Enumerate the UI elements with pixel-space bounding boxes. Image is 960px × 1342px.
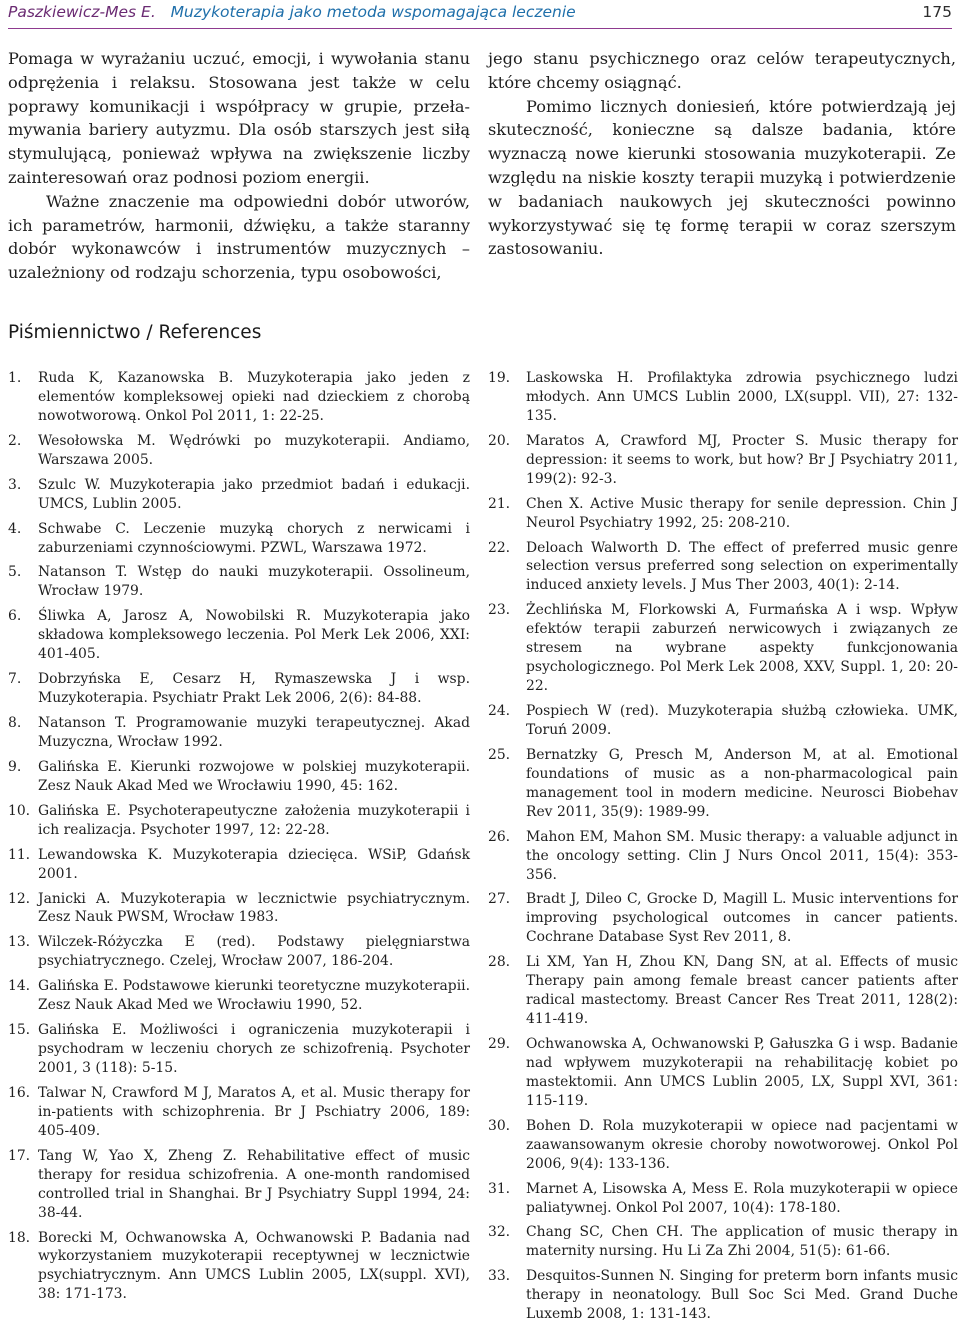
reference-item: [8, 476, 470, 514]
reference-item: [8, 1229, 470, 1305]
reference-item: [8, 563, 470, 601]
reference-text: Janicki A. Muzykoterapia w lecznictwie psychiatrycznym. Zesz Nauk PWSM, Wrocław 1983.: [38, 890, 470, 926]
reference-text: Galińska E. Kierunki rozwojowe w polskiej muzykoterapii. Zesz Nauk Akad Med we Wrocławiu 1990, 45: 162.: [38, 758, 470, 794]
reference-number: 26.: [488, 828, 511, 845]
references-heading: Piśmiennictwo / References: [8, 322, 262, 343]
reference-text: Desquitos-Sunnen N. Singing for preterm born infants music therapy in neonatology. Bull Soc Sci Med. Grand Duche Luxemb 2008, 1: 131-143.: [526, 1268, 958, 1323]
reference-number: 12.: [8, 890, 31, 907]
reference-item: [488, 828, 958, 885]
reference-number: 31.: [488, 1180, 511, 1197]
references-list-left: [8, 369, 470, 1310]
reference-text: Marnet A, Lisowska A, Mess E. Rola muzykoterapii w opiece paliatywnej. Onkol Pol 2007, 10(4): 178-180.: [526, 1180, 958, 1216]
reference-number: 3.: [8, 476, 22, 493]
running-title: [8, 3, 576, 21]
reference-item: [8, 890, 470, 928]
reference-item: [8, 714, 470, 752]
reference-text: Lewandowska K. Muzykoterapia dziecięca. WSiP, Gdańsk 2001.: [38, 846, 470, 882]
reference-number: 27.: [488, 891, 511, 908]
reference-item: [488, 890, 958, 947]
reference-text: Śliwka A, Jarosz A, Nowobilski R. Muzykoterapia jako składowa kompleksowego leczenia. Pol Merk Lek 2006, XXI: 401-405.: [38, 608, 470, 663]
reference-item: [488, 1267, 958, 1324]
reference-item: [8, 369, 470, 426]
reference-text: Bohen D. Rola muzykoterapii w opiece nad pacjentami w zaawansowanym okresie choroby nowotworowej. Onkol Pol 2006, 9(4): 133-136.: [526, 1117, 958, 1172]
reference-text: Chang SC, Chen CH. The application of music therapy in maternity nursing. Hu Li Za Zhi 2004, 51(5): 61-66.: [526, 1224, 958, 1260]
reference-number: 2.: [8, 432, 22, 449]
reference-item: [8, 977, 470, 1015]
running-header: [8, 0, 952, 28]
reference-text: Schwabe C. Leczenie muzyką chorych z nerwicami i zaburzeniami czynnościowymi. PZWL, Warszawa 1972.: [38, 520, 470, 556]
reference-text: Wesołowska M. Wędrówki po muzykoterapii. Andiamo, Warszawa 2005.: [38, 432, 470, 468]
reference-number: 21.: [488, 495, 511, 512]
reference-text: Szulc W. Muzykoterapia jako przedmiot badań i edukacji. UMCS, Lublin 2005.: [38, 476, 470, 512]
reference-number: 9.: [8, 758, 22, 775]
reference-item: [488, 702, 958, 740]
reference-number: 17.: [8, 1147, 31, 1164]
body-paragraph: Ważne znaczenie ma odpowiedni dobór utworów, ich parametrów, harmonii, dźwięku, a także staranny dobór wykonawców i instrumentów muzycznych – uzależniony od rodzaju schorzenia, typu osobowości,: [8, 191, 470, 283]
header-rule: [8, 28, 952, 29]
reference-text: Bernatzky G, Presch M, Anderson M, at al. Emotional foundations of music as a non-pharmacological pain management tool in modern medicine. Neurosci Biobehav Rev 2011, 35(9): 1989-99.: [526, 746, 958, 820]
reference-item: [488, 495, 958, 533]
reference-text: Wilczek-Różyczka E (red). Podstawy pielęgniarstwa psychiatrycznego. Czelej, Wrocław 2007, 186-204.: [38, 934, 470, 970]
references-list-right: [488, 369, 958, 1330]
reference-number: 32.: [488, 1224, 511, 1241]
reference-text: Mahon EM, Mahon SM. Music therapy: a valuable adjunct in the oncology setting. Clin J Nurs Oncol 2011, 15(4): 353-356.: [526, 828, 958, 883]
reference-number: 7.: [8, 671, 22, 688]
page-number: 175: [922, 3, 952, 21]
reference-text: Żechlińska M, Florkowski A, Furmańska A i wsp. Wpływ efektów terapii zaburzeń nerwicowych i związanych ze stresem na wybrane aspekty funkcjonowania psychologicznego. Pol Merk Lek 2008, XXV, Suppl. 1, 20: 20-22.: [526, 602, 958, 695]
reference-item: [8, 758, 470, 796]
body-paragraph: Pomaga w wyrażaniu uczuć, emocji, i wywołania stanu odprężenia i relaksu. Stosowana jest także w celu poprawy komunikacji i współpracy w grupie, przełamywania bariery autyzmu. Dla osób starszych jest siłą stymulującą, ponieważ wpływa na zwiększenie liczby zainteresowań oraz podnosi poziom energii.: [8, 49, 470, 187]
body-column-right: [488, 47, 956, 261]
reference-item: [488, 1180, 958, 1218]
reference-item: [8, 846, 470, 884]
reference-text: Ochwanowska A, Ochwanowski P, Gałuszka G i wsp. Badanie nad wpływem muzykoterapii na rehabilitację kobiet po mastektomii. Ann UMCS Lublin 2005, LX, Suppl XVI, 361: 115-119.: [526, 1036, 958, 1109]
reference-text: Pospiech W (red). Muzykoterapia służbą człowieka. UMK, Toruń 2009.: [526, 703, 958, 738]
reference-text: Tang W, Yao X, Zheng Z. Rehabilitative effect of music therapy for residua schizofrenia. A one-month randomised controlled trial in Shanghai. Br J Psychiatry Suppl 1994, 24: 38-44.: [38, 1147, 470, 1221]
reference-item: [8, 1084, 470, 1141]
reference-text: Natanson T. Programowanie muzyki terapeutycznej. Akad Muzyczna, Wrocław 1992.: [38, 715, 470, 750]
body-paragraph: Pomimo licznych doniesień, które potwierdzają jej skuteczność, konieczne są dalsze badania, które wyznaczą nowe kierunki stosowania muzykoterapii. Ze względu na niskie koszty terapii muzyką i potwierdzenie w badaniach naukowych jej skuteczności powinno wykorzystywać się tę formę terapii w coraz szerszym zastosowaniu.: [488, 96, 956, 259]
reference-text: Borecki M, Ochwanowska A, Ochwanowski P. Badania nad wykorzystaniem muzykoterapii receptywnej w lecznictwie psychiatrycznym. Ann UMCS Lublin 2005, LX(suppl. XVI), 38: 171-173.: [38, 1229, 470, 1303]
reference-number: 30.: [488, 1117, 511, 1134]
reference-number: 24.: [488, 703, 511, 719]
reference-number: 15.: [8, 1022, 31, 1039]
reference-item: [488, 1223, 958, 1261]
reference-item: [488, 539, 958, 596]
reference-number: 4.: [8, 520, 22, 537]
reference-number: 33.: [488, 1268, 511, 1285]
reference-item: [8, 607, 470, 664]
reference-number: 16.: [8, 1084, 31, 1101]
header-authors: Paszkiewicz-Mes E.: [8, 3, 156, 21]
reference-text: Maratos A, Crawford MJ, Procter S. Music therapy for depression: it seems to work, but how? Br J Psychiatry 2011, 199(2): 92-3.: [526, 432, 958, 487]
reference-text: Talwar N, Crawford M J, Maratos A, et al. Music therapy for in-patients with schizophrenia. Br J Pschiatry 2006, 189: 405-409.: [38, 1084, 470, 1139]
reference-text: Galińska E. Podstawowe kierunki teoretyczne muzykoterapii. Zesz Nauk Akad Med we Wrocławiu 1990, 52.: [38, 978, 470, 1014]
reference-text: Galińska E. Możliwości i ograniczenia muzykoterapii i psychodram w leczeniu chorych ze schizofrenią. Psychoter 2001, 3 (118): 5-15.: [38, 1022, 470, 1076]
reference-number: 19.: [488, 370, 511, 386]
reference-item: [488, 432, 958, 489]
reference-number: 13.: [8, 934, 31, 951]
reference-text: Bradt J, Dileo C, Grocke D, Magill L. Music interventions for improving psychological outcomes in cancer patients. Cochrane Database Syst Rev 2011, 8.: [526, 891, 958, 946]
reference-number: 28.: [488, 954, 511, 971]
reference-number: 20.: [488, 432, 511, 449]
reference-item: [488, 746, 958, 822]
reference-item: [488, 369, 958, 426]
reference-item: [488, 1035, 958, 1111]
reference-number: 14.: [8, 978, 31, 995]
reference-number: 29.: [488, 1036, 511, 1052]
reference-text: Dobrzyńska E, Cesarz H, Rymaszewska J i wsp. Muzykoterapia. Psychiatr Prakt Lek 2006, 2(6): 84-88.: [38, 671, 470, 707]
reference-text: Natanson T. Wstęp do nauki muzykoterapii. Ossolineum, Wrocław 1979.: [38, 564, 470, 600]
reference-text: Li XM, Yan H, Zhou KN, Dang SN, at al. Effects of music Therapy pain among female breast cancer patients after radical mastectomy. Breast Cancer Res Treat 2011, 128(2): 411-419.: [526, 954, 958, 1028]
reference-number: 11.: [8, 846, 31, 863]
reference-number: 5.: [8, 564, 22, 581]
reference-item: [8, 670, 470, 708]
reference-number: 25.: [488, 746, 511, 763]
reference-item: [8, 520, 470, 558]
reference-item: [8, 933, 470, 971]
reference-text: Galińska E. Psychoterapeutyczne założenia muzykoterapii i ich realizacja. Psychoter 1997, 12: 22-28.: [38, 802, 470, 838]
reference-number: 18.: [8, 1229, 31, 1246]
reference-number: 1.: [8, 370, 22, 386]
reference-item: [8, 802, 470, 840]
reference-item: [488, 1117, 958, 1174]
reference-number: 6.: [8, 608, 22, 625]
reference-text: Chen X. Active Music therapy for senile depression. Chin J Neurol Psychiatry 1992, 25: 208-210.: [526, 495, 958, 531]
reference-text: Ruda K, Kazanowska B. Muzykoterapia jako jeden z elementów kompleksowej opieki nad dzieckiem z chorobą nowotworową. Onkol Pol 2011, 1: 22-25.: [38, 370, 470, 424]
reference-number: 10.: [8, 802, 31, 819]
reference-item: [488, 601, 958, 696]
reference-item: [8, 1021, 470, 1078]
header-article-title: Muzykoterapia jako metoda wspomagająca leczenie: [170, 3, 576, 21]
reference-number: 23.: [488, 602, 511, 619]
reference-number: 8.: [8, 715, 22, 731]
reference-text: Laskowska H. Profilaktyka zdrowia psychicznego ludzi młodych. Ann UMCS Lublin 2000, LX(suppl. VII), 27: 132-135.: [526, 370, 958, 424]
reference-text: Deloach Walworth D. The effect of preferred music genre selection versus preferred song selection on experimentally induced anxiety levels. J Mus Ther 2003, 40(1): 2-14.: [526, 539, 958, 594]
reference-number: 22.: [488, 539, 511, 556]
body-column-left: [8, 47, 470, 285]
reference-item: [488, 953, 958, 1029]
reference-item: [8, 1147, 470, 1223]
reference-item: [8, 432, 470, 470]
body-paragraph: jego stanu psychicznego oraz celów terapeutycznych, które chcemy osiągnąć.: [488, 49, 956, 92]
